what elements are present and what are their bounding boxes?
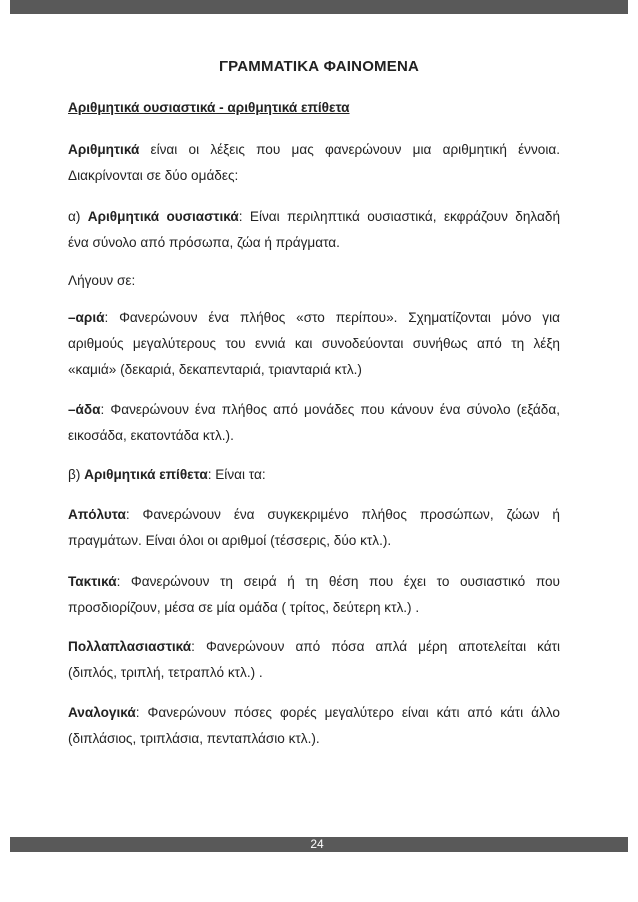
term-arithmitika: Αριθμητικά xyxy=(68,142,140,157)
term-arithmitika-epitheta: Αριθμητικά επίθετα xyxy=(84,467,208,482)
term-apolyta: Απόλυτα xyxy=(68,507,126,522)
term-taktika: Τακτικά xyxy=(68,574,117,589)
paragraph-6: β) Αριθμητικά επίθετα: Είναι τα: xyxy=(68,467,266,482)
paragraph-5-line-1: –άδα: Φανερώνουν ένα πλήθος από μονάδες που κάνουν ένα σύνολο (εξάδα, xyxy=(68,402,560,417)
paragraph-9-line-2: (διπλός, τριπλή, τετραπλό κτλ.) . xyxy=(68,665,263,680)
term-arithmitika-ousiastika: Αριθμητικά ουσιαστικά xyxy=(87,209,239,224)
paragraph-4-line-2: αριθμούς μεγαλύτερους του εννιά και συνοδεύονται συνήθως από τη λέξη xyxy=(68,336,560,351)
term-ada: –άδα xyxy=(68,402,101,417)
paragraph-7-line-1: Απόλυτα: Φανερώνουν ένα συγκεκριμένο πλήθος προσώπων, ζώων ή xyxy=(68,507,560,522)
term-analogika: Αναλογικά xyxy=(68,705,136,720)
section-subtitle: Αριθμητικά ουσιαστικά - αριθμητικά επίθετα xyxy=(68,100,350,115)
page-number: 24 xyxy=(310,837,324,851)
term-pollaplasiastika: Πολλαπλασιαστικά xyxy=(68,639,192,654)
paragraph-4-line-1: –αριά: Φανερώνουν ένα πλήθος «στο περίπου». Σχηματίζονται μόνο για xyxy=(68,310,560,325)
page-title: ΓΡΑΜΜΑΤΙΚΑ ΦΑΙΝΟΜΕΝΑ xyxy=(218,58,420,75)
paragraph-3: Λήγουν σε: xyxy=(68,273,136,288)
paragraph-7-line-2: πραγμάτων. Είναι όλοι οι αριθμοί (τέσσερις, δύο κτλ.). xyxy=(68,533,392,548)
paragraph-5-line-2: εικοσάδα, εκατοντάδα κτλ.). xyxy=(68,428,234,443)
term-aria: –αριά xyxy=(68,310,105,325)
paragraph-8-line-1: Τακτικά: Φανερώνουν τη σειρά ή τη θέση που έχει το ουσιαστικό που xyxy=(68,574,560,589)
paragraph-1-line-2: Διακρίνονται σε δύο ομάδες: xyxy=(68,168,239,183)
paragraph-2-line-1: α) Αριθμητικά ουσιαστικά: Είναι περιληπτικά ουσιαστικά, εκφράζουν δηλαδή xyxy=(68,209,561,224)
paragraph-10-line-1: Αναλογικά: Φανερώνουν πόσες φορές μεγαλύτερο είναι κάτι από κάτι άλλο xyxy=(68,705,560,720)
paragraph-4-line-3: «καμιά» (δεκαριά, δεκαπενταριά, τριανταριά κτλ.) xyxy=(68,362,362,377)
paragraph-9-line-1: Πολλαπλασιαστικά: Φανερώνουν από πόσα απλά μέρη αποτελείται κάτι xyxy=(68,639,560,654)
paragraph-2-line-2: ένα σύνολο από πρόσωπα, ζώα ή πράγματα. xyxy=(68,235,340,250)
paragraph-1-line-1: Αριθμητικά είναι οι λέξεις που μας φανερώνουν μια αριθμητική έννοια. xyxy=(68,142,560,157)
paragraph-10-line-2: (διπλάσιος, τριπλάσια, πενταπλάσιο κτλ.). xyxy=(68,731,320,746)
header-bar xyxy=(10,0,628,14)
paragraph-8-line-2: προσδιορίζουν, μέσα σε μία ομάδα ( τρίτος, δεύτερη κτλ.) . xyxy=(68,600,420,615)
